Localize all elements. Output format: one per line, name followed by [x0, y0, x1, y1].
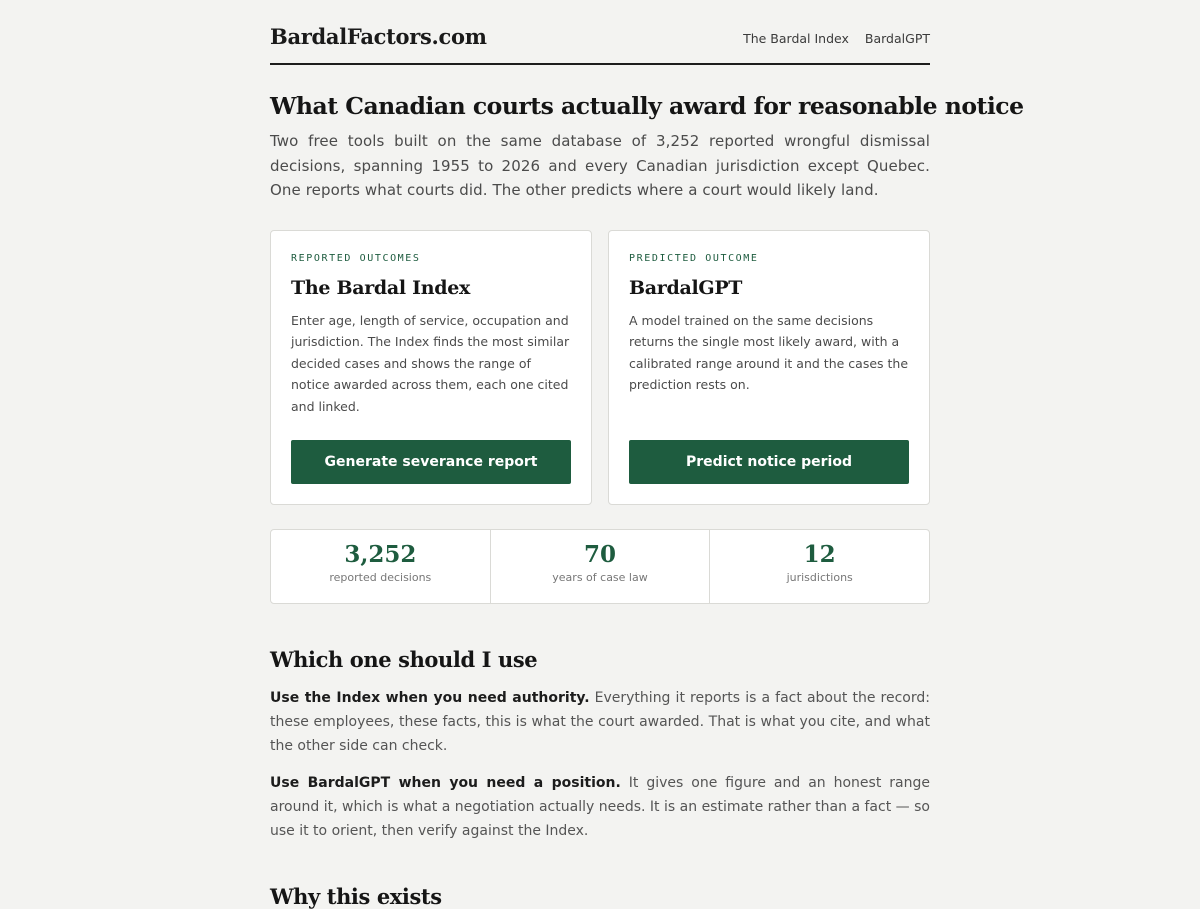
- stat-value: 12: [803, 540, 836, 568]
- generate-severance-report-button[interactable]: Generate severance report: [291, 440, 571, 484]
- card-eyebrow: REPORTED OUTCOMES: [291, 252, 421, 264]
- site-logo[interactable]: BardalFactors.com: [270, 24, 487, 49]
- stat-jurisdictions: [709, 530, 929, 603]
- card-description: Enter age, length of service, occupation and jurisdiction. The Index finds the most similar decided cases and shows the range of notice awarded across them, each one cited and linked.: [291, 312, 570, 414]
- stat-label: jurisdictions: [786, 570, 853, 584]
- section-heading-which: Which one should I use: [270, 646, 538, 672]
- paragraph-body: It gives one figure and an honest range around it, which is what a negotiation actually needs. It is an estimate rather than a fact — so use it to orient, then verify against the Index.: [270, 774, 930, 839]
- page-container: [270, 0, 1024, 909]
- stat-label: years of case law: [552, 570, 648, 584]
- top-nav: [743, 27, 930, 46]
- intro-text: Two free tools built on the same database of 3,252 reported wrongful dismissal decisions, spanning 1955 to 2026 and every Canadian jurisdiction except Quebec. One reports what courts did. The other predicts where a court would likely land.: [270, 132, 930, 199]
- stats-bar: [270, 529, 930, 604]
- stat-years: [490, 530, 710, 603]
- card-title: The Bardal Index: [291, 276, 471, 299]
- paragraph-body: Everything it reports is a fact about the record: these employees, these facts, this is what the court awarded. That is what you cite, and what the other side can check.: [270, 689, 930, 754]
- site-header: [270, 0, 930, 65]
- predict-notice-period-button[interactable]: Predict notice period: [629, 440, 909, 484]
- nav-link-bardal-index[interactable]: The Bardal Index: [743, 31, 849, 46]
- card-eyebrow: PREDICTED OUTCOME: [629, 252, 759, 264]
- paragraph-lead: Use the Index when you need authority.: [270, 689, 590, 706]
- section-heading-why: Why this exists: [270, 883, 442, 909]
- card-description: A model trained on the same decisions returns the single most likely award, with a calibrated range around it and the cases the prediction rests on.: [629, 312, 909, 392]
- stat-label: reported decisions: [329, 570, 432, 584]
- stat-value: 70: [584, 540, 617, 568]
- page-title: What Canadian courts actually award for reasonable notice: [270, 92, 1024, 120]
- stat-decisions: [271, 530, 490, 603]
- paragraph-lead: Use BardalGPT when you need a position.: [270, 774, 621, 791]
- stat-value: 3,252: [344, 540, 417, 568]
- paragraph-use-bardalgpt: [270, 771, 930, 843]
- nav-link-bardalgpt[interactable]: BardalGPT: [864, 31, 930, 46]
- tool-cards: [270, 230, 930, 505]
- card-bardalgpt: [608, 230, 930, 505]
- paragraph-use-index: [270, 686, 930, 758]
- card-bardal-index: [270, 230, 592, 505]
- card-title: BardalGPT: [629, 276, 743, 299]
